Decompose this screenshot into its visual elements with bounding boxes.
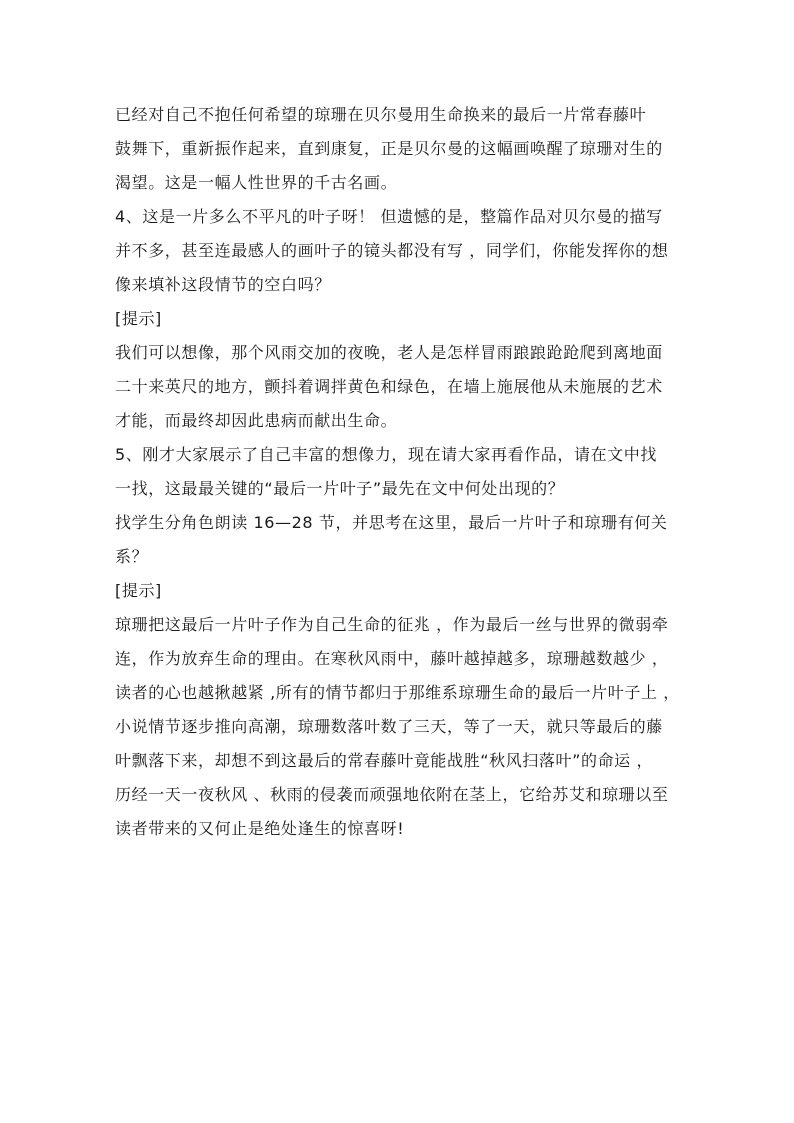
text-line: 琼珊把这最后一片叶子作为自己生命的征兆 ，作为最后一丝与世界的微弱牵 [115,615,669,634]
text-line: 读者的心也越揪越紧 ,所有的情节都归于那维系琼珊生命的最后一片叶子上 ， [115,683,680,702]
text-line: 连，作为放弃生命的理由。在寒秋风雨中，藤叶越掉越多，琼珊越数越少 ， [115,649,669,668]
hint-label: [提示] [115,309,162,328]
question-5-line: 5、刚才大家展示了自己丰富的想像力，现在请大家再看作品，请在文中找 [115,445,657,464]
text-line: 我们可以想像，那个风雨交加的夜晚，老人是怎样冒雨踉踉跄跄爬到离地面 [115,343,663,362]
text-line: 找学生分角色朗读 16—28 节，并思考在这里，最后一片叶子和琼珊有何关 [115,513,668,532]
text-line: 鼓舞下，重新振作起来，直到康复，正是贝尔曼的这幅画唤醒了琼珊对生的 [115,139,663,158]
text-line: 叶飘落下来，却想不到这最后的常春藤叶竟能战胜“秋风扫落叶”的命运 ， [115,751,654,770]
text-line: 渴望。这是一幅人性世界的千古名画。 [115,173,398,192]
text-line: 像来填补这段情节的空白吗？ [115,275,331,294]
text-line: 才能，而最终却因此患病而献出生命。 [115,411,398,430]
hint-label: [提示] [115,581,162,600]
document-body [115,98,690,846]
text-line: 已经对自己不抱任何希望的琼珊在贝尔曼用生命换来的最后一片常春藤叶 [115,105,647,124]
text-line: 一找，这最最关键的“最后一片叶子”最先在文中何处出现的？ [115,479,565,498]
text-line: 历经一天一夜秋风 、秋雨的侵袭而顽强地依附在茎上，它给苏艾和琼珊以至 [115,785,669,804]
text-line: 读者带来的又何止是绝处逢生的惊喜呀! [115,819,405,838]
text-line: 小说情节逐步推向高潮，琼珊数落叶数了三天，等了一天，就只等最后的藤 [115,717,663,736]
text-line: 系？ [115,547,149,566]
question-4-line: 4、这是一片多么不平凡的叶子呀！ 但遗憾的是，整篇作品对贝尔曼的描写 [115,207,663,226]
text-line: 二十来英尺的地方，颤抖着调拌黄色和绿色，在墙上施展他从未施展的艺术 [115,377,663,396]
text-line: 并不多，甚至连最感人的画叶子的镜头都没有写 ，同学们，你能发挥你的想 [115,241,669,260]
